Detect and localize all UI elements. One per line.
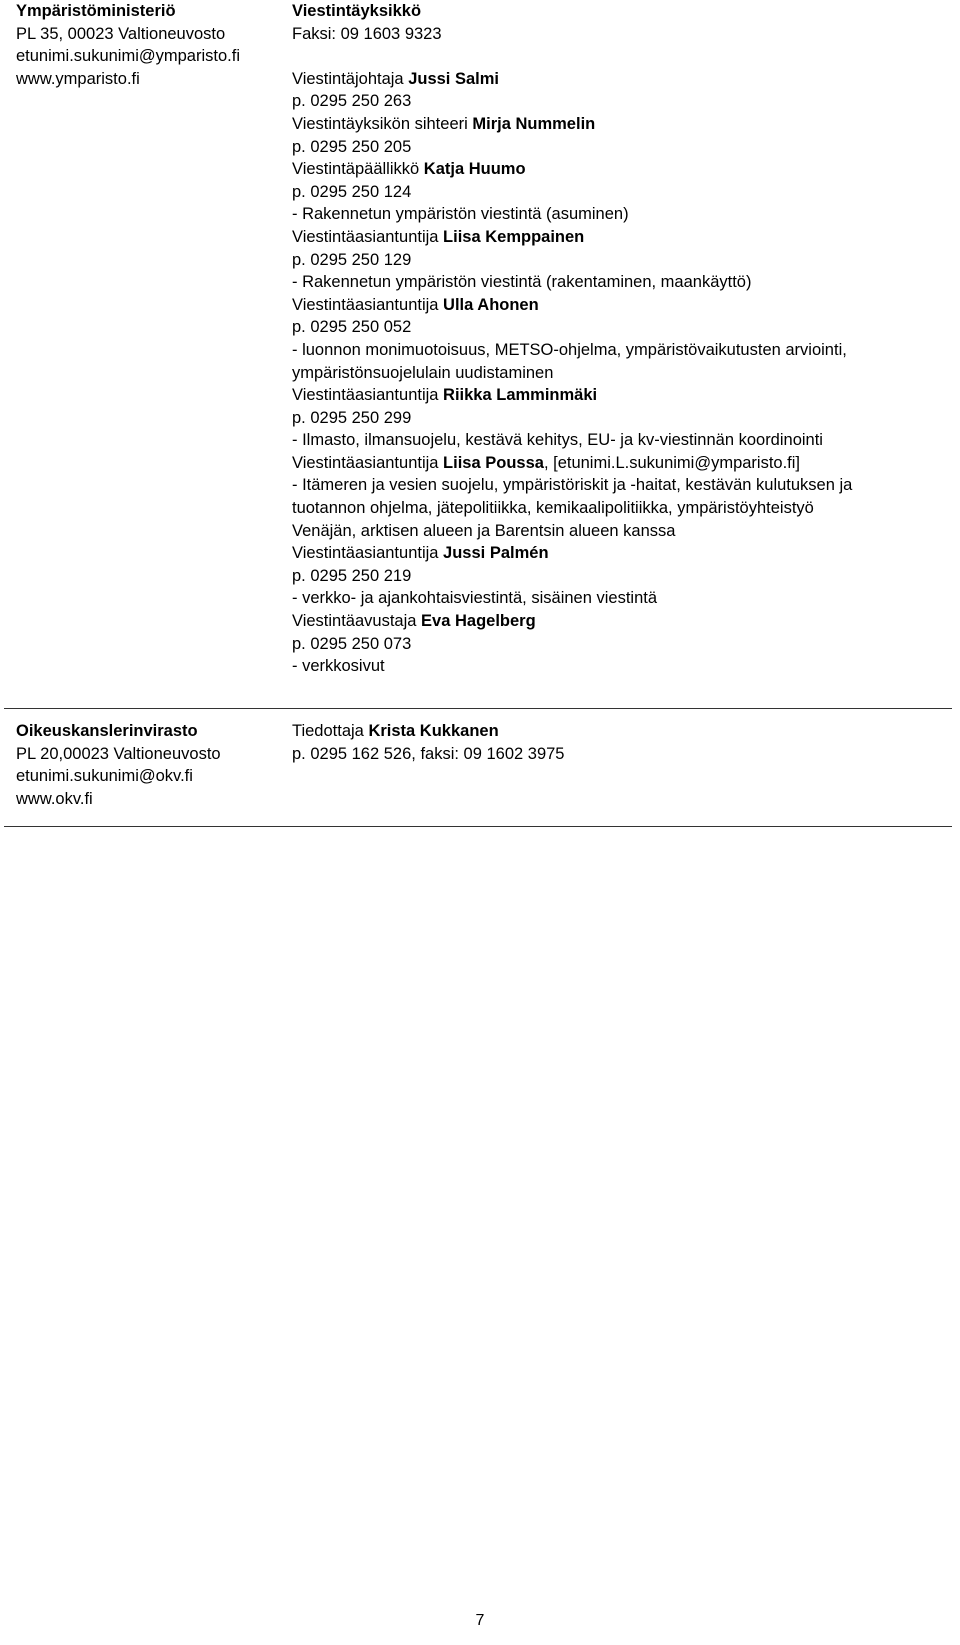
- contact-name: Katja Huumo: [423, 160, 526, 179]
- contact-name: Liisa Poussa: [443, 453, 544, 472]
- contact-name: Eva Hagelberg: [421, 612, 536, 631]
- okv-contact: [292, 720, 952, 765]
- contact-title: Viestintäavustaja: [292, 612, 422, 631]
- contact-title: Viestintäjohtaja: [292, 69, 409, 88]
- contact-name: Jussi Palmén: [443, 544, 549, 563]
- section-divider-bottom: [4, 826, 952, 827]
- contact-phone: p. 0295 250 205: [292, 137, 412, 156]
- okv-email[interactable]: etunimi.sukunimi@okv.fi: [16, 767, 193, 786]
- contact-topic: - Ilmasto, ilmansuojelu, kestävä kehitys, EU- ja kv-viestinnän koordinointi: [292, 431, 823, 450]
- ministry-name: Ympäristöministeriö: [16, 2, 176, 20]
- contact-title-line: [292, 226, 952, 249]
- ministry-email[interactable]: etunimi.sukunimi@ymparisto.fi: [16, 47, 240, 66]
- contact-list: [292, 68, 952, 452]
- contact-topic: - Rakennetun ympäristön viestintä (asuminen): [292, 205, 629, 224]
- contact-title: Viestintäasiantuntija: [292, 544, 444, 563]
- contact-title: Viestintäyksikön sihteeri: [292, 114, 473, 133]
- contact-topic: - Rakennetun ympäristön viestintä (rakentaminen, maankäyttö): [292, 273, 752, 292]
- okv-info: [16, 720, 276, 810]
- contact-title-line: [292, 384, 952, 407]
- contact-topic: Venäjän, arktisen alueen ja Barentsin alueen kanssa: [292, 521, 676, 540]
- contact-email[interactable]: , [etunimi.L.sukunimi@ymparisto.fi]: [543, 453, 801, 472]
- contact-title-line: [292, 542, 952, 565]
- okv-web[interactable]: www.okv.fi: [16, 789, 93, 808]
- contact-topic: - verkko- ja ajankohtaisviestintä, sisäinen viestintä: [292, 589, 658, 608]
- contact-phone: p. 0295 162 526, faksi: 09 1602 3975: [292, 744, 565, 763]
- contact-title-line: [292, 294, 952, 317]
- contact-name: Krista Kukkanen: [368, 722, 499, 740]
- unit-name: Viestintäyksikkö: [292, 2, 422, 20]
- contact-phone: p. 0295 250 073: [292, 634, 412, 653]
- spacer: [292, 45, 952, 68]
- contact-phone: p. 0295 250 299: [292, 408, 412, 427]
- contact-name: Riikka Lamminmäki: [443, 386, 598, 405]
- contact-phone: p. 0295 250 219: [292, 566, 412, 585]
- contact-topic: - luonnon monimuotoisuus, METSO-ohjelma, ympäristövaikutusten arviointi,: [292, 340, 847, 359]
- contact-title: Viestintäasiantuntija: [292, 227, 444, 246]
- contact-topic: ympäristönsuojelulain uudistaminen: [292, 363, 554, 382]
- contact-topic: - verkkosivut: [292, 657, 385, 676]
- contact-title-line: [292, 610, 952, 633]
- contact-phone: p. 0295 250 263: [292, 92, 412, 111]
- contact-title-line: [292, 158, 952, 181]
- contact-name: Ulla Ahonen: [443, 295, 539, 314]
- ministry-info: [16, 0, 276, 90]
- contact-name: Mirja Nummelin: [472, 114, 596, 133]
- contact-name: Liisa Kemppainen: [443, 227, 585, 246]
- ministry-web[interactable]: www.ymparisto.fi: [16, 69, 140, 88]
- contact-topic: - Itämeren ja vesien suojelu, ympäristöriskit ja -haitat, kestävän kulutuksen ja: [292, 476, 853, 495]
- contact-title-line: [292, 68, 952, 91]
- contact-title: Viestintäpäällikkö: [292, 160, 424, 179]
- section-divider-top: [4, 708, 952, 709]
- contact-phone: p. 0295 250 124: [292, 182, 412, 201]
- contact-title: Viestintäasiantuntija: [292, 453, 444, 472]
- contact-title-line: [292, 113, 952, 136]
- contact-title: Viestintäasiantuntija: [292, 386, 444, 405]
- communications-unit: [292, 0, 952, 678]
- page-number: 7: [475, 1612, 485, 1629]
- ministry-address: PL 35, 00023 Valtioneuvosto: [16, 24, 226, 43]
- unit-fax: Faksi: 09 1603 9323: [292, 24, 442, 43]
- contact-title: Tiedottaja: [292, 722, 369, 740]
- okv-name: Oikeuskanslerinvirasto: [16, 722, 198, 740]
- contact-phone: p. 0295 250 052: [292, 318, 412, 337]
- contact-title-line: [292, 720, 952, 743]
- okv-address: PL 20,00023 Valtioneuvosto: [16, 744, 221, 763]
- contact-topic: tuotannon ohjelma, jätepolitiikka, kemikaalipolitiikka, ympäristöyhteistyö: [292, 499, 814, 518]
- contact-name: Jussi Salmi: [408, 69, 500, 88]
- contact-phone: p. 0295 250 129: [292, 250, 412, 269]
- contact-title-line: [292, 452, 952, 475]
- contact-title: Viestintäasiantuntija: [292, 295, 444, 314]
